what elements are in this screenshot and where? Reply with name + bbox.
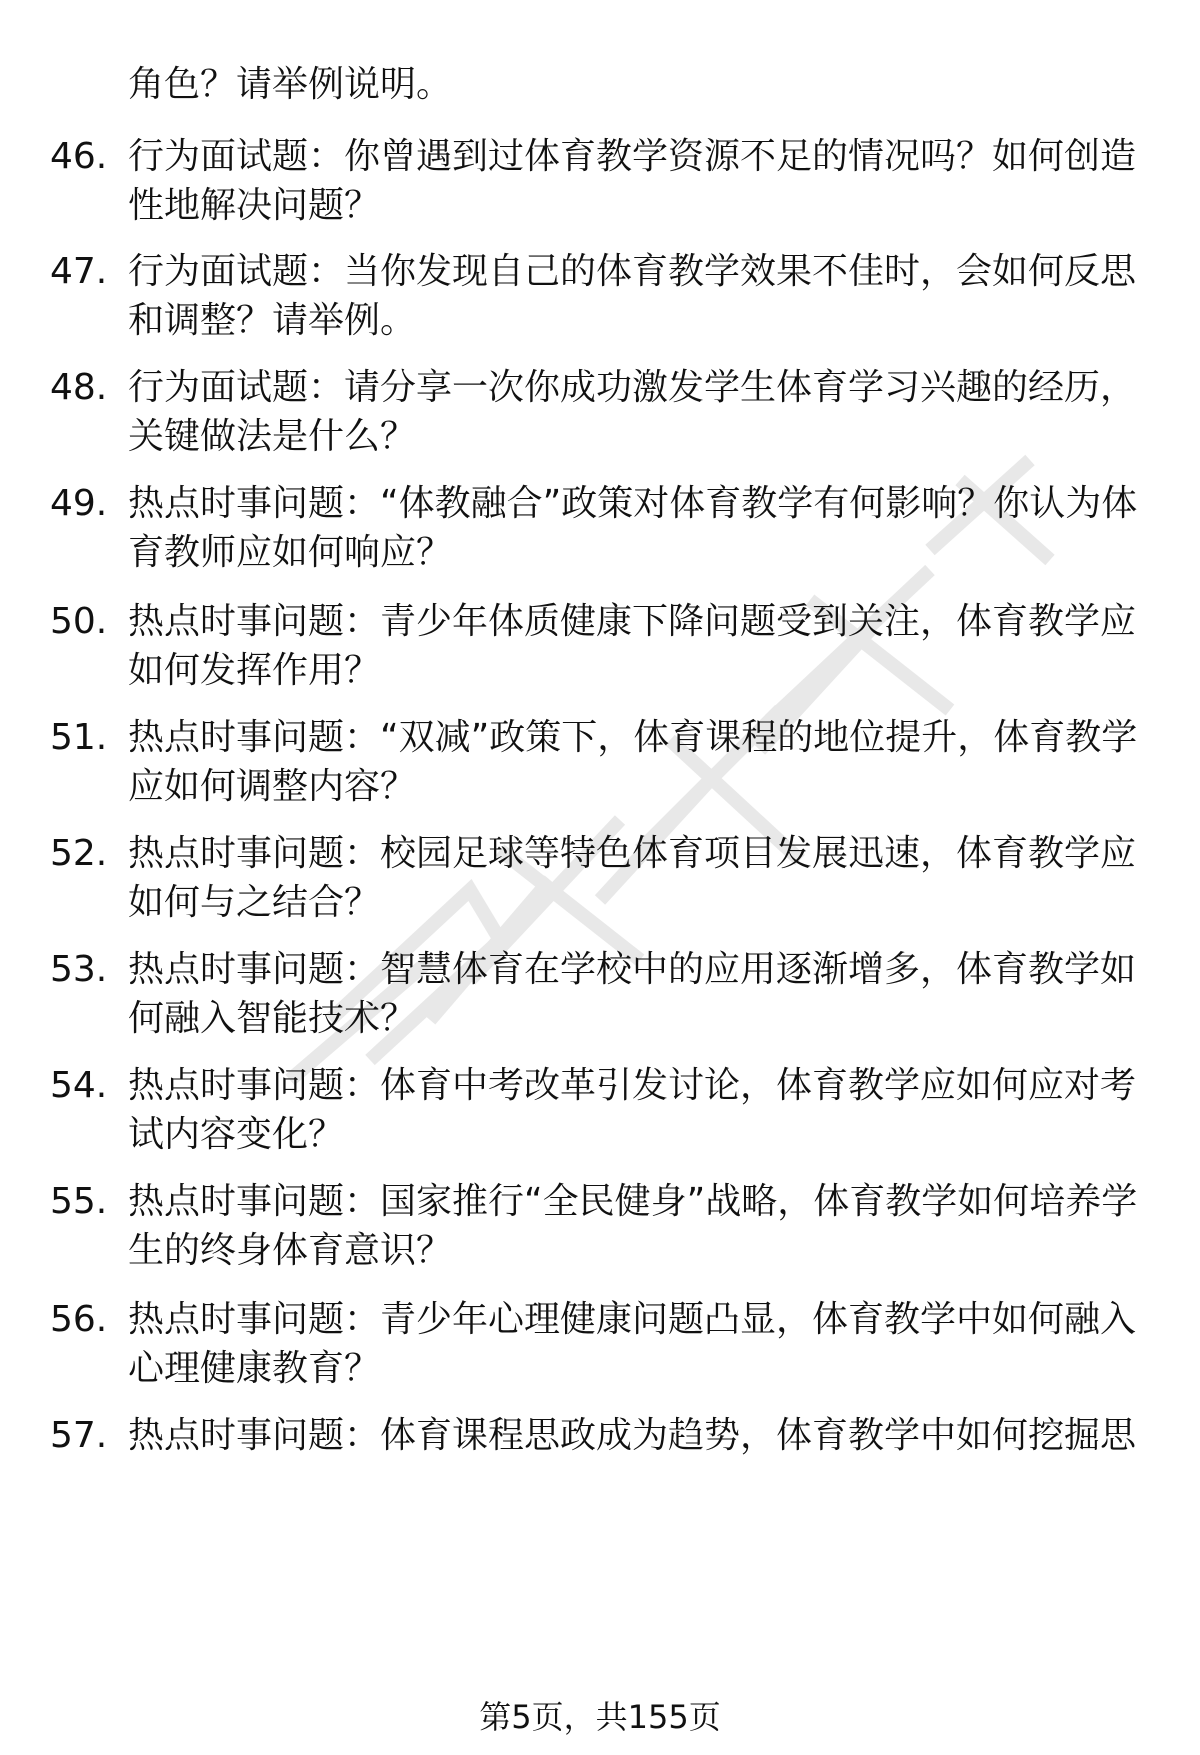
list-item [50,132,1138,230]
item-text: 热点时事问题：“体教融合”政策对体育教学有何影响？你认为体育教师应如何响应？ [128,483,1138,573]
item-text: 热点时事问题：体育中考改革引发讨论，体育教学应如何应对考试内容变化？ [128,1065,1137,1155]
item-text: 热点时事问题：青少年体质健康下降问题受到关注，体育教学应如何发挥作用？ [128,601,1137,691]
list-item [50,1411,1138,1460]
item-number: 54. [50,1065,108,1106]
item-number: 56. [50,1299,108,1340]
item-number: 57. [50,1415,108,1456]
list-item [50,1061,1138,1159]
page-footer: 第5页，共155页 [479,1698,721,1736]
list-item [50,363,1138,461]
item-text: 热点时事问题：青少年心理健康问题凸显，体育教学中如何融入心理健康教育？ [128,1299,1137,1389]
item-number: 50. [50,601,108,642]
item-number: 46. [50,136,108,177]
list-item [50,597,1138,695]
list-item [50,829,1138,927]
list-item [50,1177,1138,1275]
list-item [50,945,1138,1043]
item-text: 热点时事问题：“双减”政策下，体育课程的地位提升，体育教学应如何调整内容？ [128,717,1138,807]
list-item [50,247,1138,345]
item-number: 53. [50,949,108,990]
item-number: 47. [50,251,108,292]
item-number: 51. [50,717,108,758]
list-item [50,1295,1138,1393]
item-number: 48. [50,367,108,408]
item-text: 热点时事问题：智慧体育在学校中的应用逐渐增多，体育教学如何融入智能技术？ [128,949,1137,1039]
item-text: 行为面试题：请分享一次你成功激发学生体育学习兴趣的经历，关键做法是什么？ [128,367,1137,457]
continuation-text: 角色？请举例说明。 [128,64,453,105]
item-text: 热点时事问题：国家推行“全民健身”战略，体育教学如何培养学生的终身体育意识？ [128,1181,1138,1271]
item-number: 49. [50,483,108,524]
list-item [50,713,1138,811]
list-item [50,479,1138,577]
item-text: 热点时事问题：校园足球等特色体育项目发展迅速，体育教学应如何与之结合？ [128,833,1137,923]
item-number: 55. [50,1181,108,1222]
item-text: 热点时事问题：体育课程思政成为趋势，体育教学中如何挖掘思 [128,1415,1137,1456]
item-text: 行为面试题：当你发现自己的体育教学效果不佳时，会如何反思和调整？请举例。 [128,251,1137,341]
item-number: 52. [50,833,108,874]
item-text: 行为面试题：你曾遇到过体育教学资源不足的情况吗？如何创造性地解决问题？ [128,136,1137,226]
